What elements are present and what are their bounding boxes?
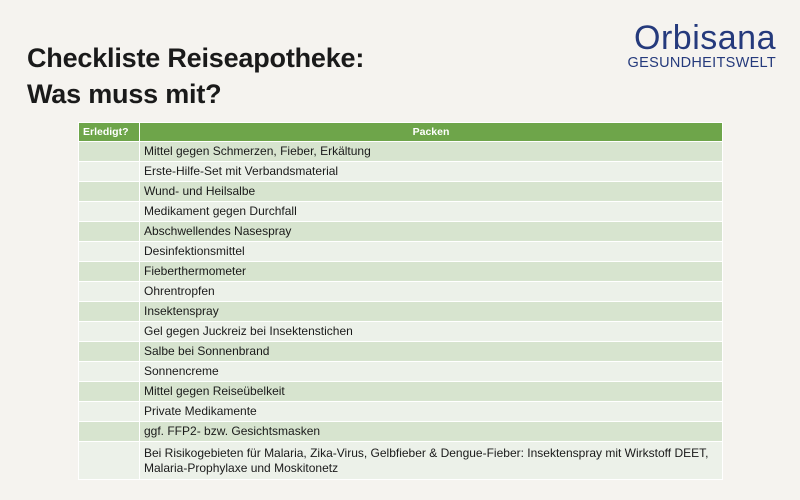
table-row bbox=[79, 162, 723, 182]
item-cell: Desinfektionsmittel bbox=[140, 242, 723, 262]
table-header-row bbox=[79, 123, 723, 142]
table-row bbox=[79, 142, 723, 162]
page-title-line-1: Checkliste Reiseapotheke: bbox=[27, 43, 365, 73]
item-cell: Ohrentropfen bbox=[140, 282, 723, 302]
item-cell: Sonnencreme bbox=[140, 362, 723, 382]
done-cell[interactable] bbox=[79, 322, 140, 342]
item-cell: Wund- und Heilsalbe bbox=[140, 182, 723, 202]
done-cell[interactable] bbox=[79, 222, 140, 242]
item-cell: Private Medikamente bbox=[140, 402, 723, 422]
done-cell[interactable] bbox=[79, 302, 140, 322]
item-cell: ggf. FFP2- bzw. Gesichtsmasken bbox=[140, 422, 723, 442]
table-row bbox=[79, 242, 723, 262]
logo-subtitle: GESUNDHEITSWELT bbox=[627, 55, 776, 71]
done-cell[interactable] bbox=[79, 342, 140, 362]
done-cell[interactable] bbox=[79, 202, 140, 222]
done-cell[interactable] bbox=[79, 422, 140, 442]
checklist-table bbox=[78, 122, 723, 480]
done-cell[interactable] bbox=[79, 262, 140, 282]
table-row bbox=[79, 422, 723, 442]
table-row bbox=[79, 322, 723, 342]
item-cell: Bei Risikogebieten für Malaria, Zika-Virus, Gelbfieber & Dengue-Fieber: Insektenspray mit Wirkstoff DEET, Malaria-Prophylaxe und Moskitonetz bbox=[140, 442, 723, 480]
page-title-line-2: Was muss mit? bbox=[27, 79, 222, 109]
page-title bbox=[27, 40, 364, 112]
item-cell: Gel gegen Juckreiz bei Insektenstichen bbox=[140, 322, 723, 342]
table-body bbox=[79, 142, 723, 480]
done-cell[interactable] bbox=[79, 242, 140, 262]
logo-name-text: Orbisana bbox=[634, 19, 776, 57]
item-cell: Mittel gegen Reiseübelkeit bbox=[140, 382, 723, 402]
table-row bbox=[79, 282, 723, 302]
table-row bbox=[79, 382, 723, 402]
header-done: Erledigt? bbox=[79, 123, 140, 142]
done-cell[interactable] bbox=[79, 162, 140, 182]
done-cell[interactable] bbox=[79, 382, 140, 402]
done-cell[interactable] bbox=[79, 442, 140, 480]
item-cell: Salbe bei Sonnenbrand bbox=[140, 342, 723, 362]
table-row bbox=[79, 202, 723, 222]
table-row bbox=[79, 362, 723, 382]
table-row bbox=[79, 402, 723, 422]
table-row bbox=[79, 182, 723, 202]
table-row bbox=[79, 222, 723, 242]
table-row bbox=[79, 302, 723, 322]
item-cell: Fieberthermometer bbox=[140, 262, 723, 282]
done-cell[interactable] bbox=[79, 282, 140, 302]
item-cell: Abschwellendes Nasespray bbox=[140, 222, 723, 242]
done-cell[interactable] bbox=[79, 402, 140, 422]
item-cell: Medikament gegen Durchfall bbox=[140, 202, 723, 222]
item-cell: Insektenspray bbox=[140, 302, 723, 322]
item-cell: Mittel gegen Schmerzen, Fieber, Erkältung bbox=[140, 142, 723, 162]
table-row bbox=[79, 342, 723, 362]
done-cell[interactable] bbox=[79, 142, 140, 162]
header-item: Packen bbox=[140, 123, 723, 142]
done-cell[interactable] bbox=[79, 182, 140, 202]
brand-logo bbox=[626, 20, 776, 71]
table-row bbox=[79, 262, 723, 282]
done-cell[interactable] bbox=[79, 362, 140, 382]
logo-name bbox=[626, 20, 776, 56]
item-cell: Erste-Hilfe-Set mit Verbandsmaterial bbox=[140, 162, 723, 182]
table-row bbox=[79, 442, 723, 480]
